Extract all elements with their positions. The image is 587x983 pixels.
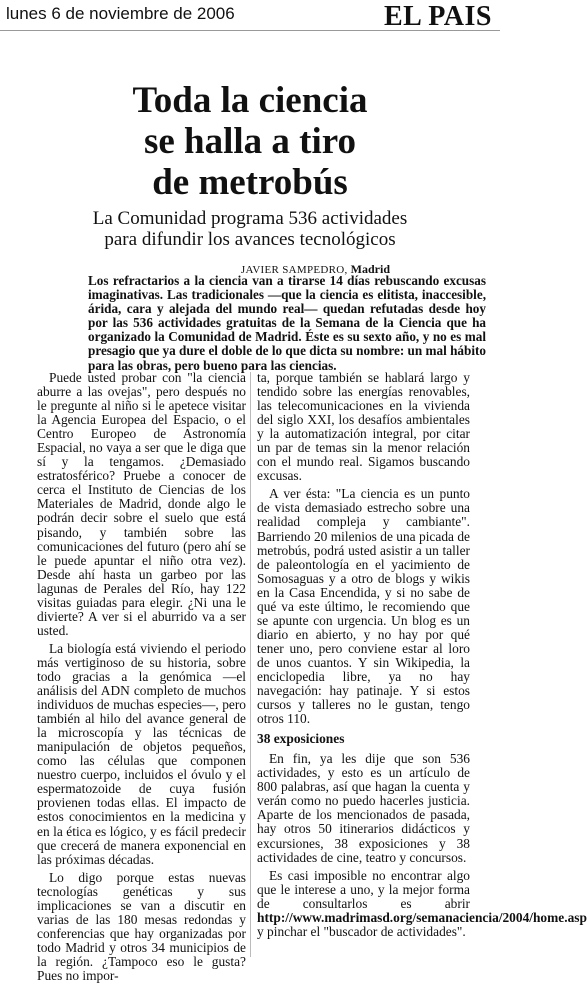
headline-line-3: de metrobús: [152, 162, 348, 203]
header-rule: [0, 30, 500, 31]
body-paragraph: A ver ésta: "La ciencia es un punto de vista demasiado estrecho sobre una realidad compleja y cambiante". Barriendo 20 milenios de una picada de metrobús, podrá usted asistir a un taller de paleontología en el yacimiento de Somosaguas y a otro de blogs y wikis en la Casa Encendida, y si no sabe de qué va este último, le recomiendo que se apunte con urgencia. Un blog es un diario en abierto, y no hay por qué tener uno, pero conviene estar al loro de unos cuantos. Y sin Wikipedia, la enciclopedia libre, ya no hay navegación: hay patinaje. Y si estos cursos y talleres no le gustan, tengo otros 110.: [257, 486, 470, 727]
body-column-left: [37, 371, 246, 983]
activities-url-link[interactable]: http://www.madrimasd.org/semanaciencia/2004/home.asp: [257, 909, 587, 925]
subhead-line-2: para difundir los avances tecnológicos: [104, 229, 396, 250]
newspaper-masthead: EL PAIS: [383, 1, 492, 32]
final-text-pre: Es casi imposible no encontrar algo que le interese a uno, y la mejor forma de consultarlos es abrir: [257, 867, 470, 911]
section-title: 38 exposiciones: [257, 731, 345, 747]
final-text-post: y pinchar el "buscador de actividades".: [257, 923, 466, 939]
lead-paragraph: Los refractarios a la ciencia van a tirarse 14 días rebuscando excusas imaginativas. Las tradicionales —que la ciencia es elitista, inaccesible, árida, cara y alejada del mundo real— quedan refutadas desde hoy por las 536 actividades gratuitas de la Semana de la Ciencia que ha organizado la Comunidad de Madrid. Éste es su sexto año, y no es mal presagio que ya dure el doble de lo que dicta su nombre: un mal hábito para las obras, pero bueno para las ciencias.: [88, 273, 486, 373]
body-paragraph: Lo digo porque estas nuevas tecnologías genéticas y sus implicaciones se van a discutir en varias de las 180 mesas redondas y conferencias que hay organizadas por todo Madrid y otros 34 municipios de la región. ¿Tampoco eso le gusta? Pues no impor-: [37, 869, 246, 983]
article-subheadline: [0, 208, 500, 250]
body-paragraph-final: [257, 867, 587, 939]
body-paragraph: La biología está viviendo el periodo más vertiginoso de su historia, sobre todo gracias a la genómica —el análisis del ADN completo de muchos individuos de muchas especies—, pero también al hilo del avance general de la microscopía y las técnicas de manipulación de objetos pequeños, como las células que componen nuestro cuerpo, incluidos el óvulo y el espermatozoide de cuya fusión provienen todas ellas. El impacto de estos conocimientos en la medicina y en la ética es lógico, y es fácil predecir que crecerá de manera exponencial en las próximas décadas.: [37, 640, 246, 867]
body-paragraph: En fin, ya les dije que son 536 actividades, y esto es un artículo de 800 palabras, así que hagan la cuenta y verán como no puedo hacerles justicia. Aparte de los mencionados de pasada, hay otros 50 itinerarios didácticos y excursiones, 38 exposiciones y 38 actividades de cine, teatro y concursos.: [257, 751, 470, 865]
headline-line-2: se halla a tiro: [143, 121, 357, 162]
article-headline: [0, 80, 500, 203]
body-paragraph: ta, porque también se hablará largo y tendido sobre las energías renovables, las telecomunicaciones en la vivienda del siglo XXI, los desafíos ambientales y la automatización integral, por citar un par de temas sin la menor relación con el mundo real. Sigamos buscando excusas.: [257, 370, 470, 484]
byline-author: JAVIER SAMPEDRO,: [240, 264, 348, 276]
column-divider: [250, 372, 251, 957]
byline-place: Madrid: [350, 262, 390, 276]
body-column-right: [257, 370, 587, 939]
headline-line-1: Toda la ciencia: [132, 80, 368, 121]
subhead-line-1: La Comunidad programa 536 actividades: [92, 208, 408, 229]
publication-date: lunes 6 de noviembre de 2006: [6, 4, 235, 23]
body-paragraph: Puede usted probar con "la ciencia aburre a las ovejas", pero después no le pregunte al niño si le apetece visitar la Agencia Europea del Espacio, o el Centro Europeo de Astronomía Espacial, no vaya a ser que le diga que sí y la tengamos. ¿Demasiado estratosférico? Pruebe a conocer de cerca el Instituto de Ciencias de los Materiales de Madrid, donde algo le podrán decir sobre el suelo que está pisando, y también sobre las comunicaciones del futuro (pero ahí se le puede apuntar el niño otra vez). Desde ahí hasta un garbeo por las lagunas de Perales del Río, hay 122 visitas guiadas para elegir. ¿Ni una le divierte? A ver si el aburrido va a ser usted.: [37, 370, 246, 638]
